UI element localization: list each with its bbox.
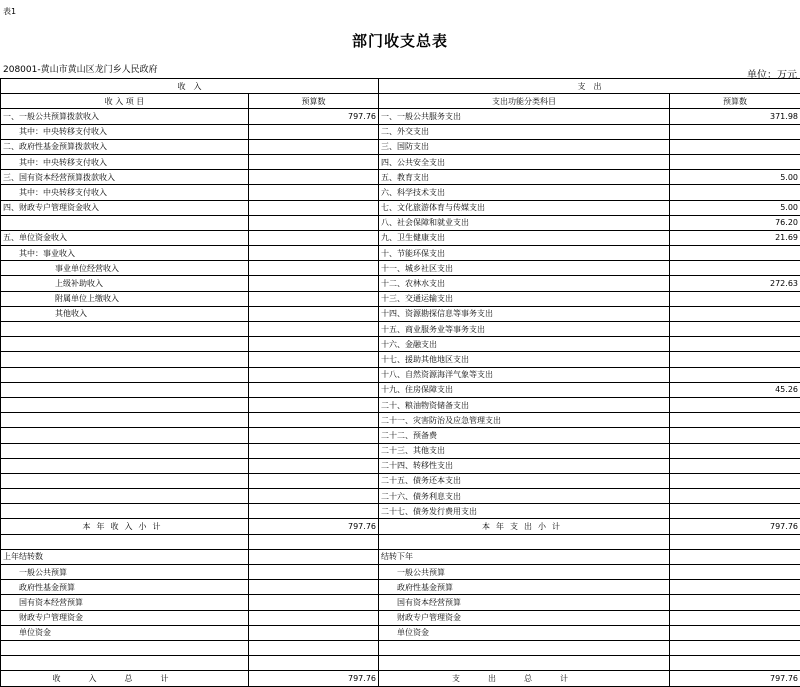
- income-item-cell: [1, 473, 249, 488]
- expense-item-cell: 二十四、转移性支出: [379, 458, 670, 473]
- table-row: [1, 382, 800, 397]
- table-row: [1, 489, 800, 504]
- income-item-cell: [1, 640, 249, 655]
- expense-item-cell: 十五、商业服务业等事务支出: [379, 322, 670, 337]
- carry-row: [1, 656, 800, 671]
- income-item-cell: 五、单位资金收入: [1, 230, 249, 245]
- income-item-cell: [1, 382, 249, 397]
- expense-value-cell: [670, 397, 800, 412]
- expense-section-header: 支 出: [379, 79, 800, 94]
- income-value-cell: [249, 565, 379, 580]
- table-row: [1, 154, 800, 169]
- expense-value-cell: [670, 428, 800, 443]
- table-row: [1, 261, 800, 276]
- income-value-cell: [249, 246, 379, 261]
- income-item-cell: [1, 397, 249, 412]
- income-value-cell: [249, 504, 379, 519]
- income-item-cell: 其中：中央转移支付收入: [1, 154, 249, 169]
- income-total-label: 收入总计: [1, 671, 249, 686]
- page-title: 部门收支总表: [0, 30, 800, 51]
- expense-value-cell: [670, 625, 800, 640]
- table-row: [1, 246, 800, 261]
- income-value-cell: [249, 458, 379, 473]
- expense-value-cell: [670, 185, 800, 200]
- table-row: [1, 291, 800, 306]
- expense-item-cell: 十三、交通运输支出: [379, 291, 670, 306]
- expense-value-cell: [670, 458, 800, 473]
- expense-total-value: 797.76: [670, 519, 800, 534]
- income-value-cell: [249, 154, 379, 169]
- carry-row: [1, 610, 800, 625]
- expense-item-cell: 十六、金融支出: [379, 337, 670, 352]
- expense-value-cell: [670, 154, 800, 169]
- expense-item-cell: 十九、住房保障支出: [379, 382, 670, 397]
- income-value-cell: [249, 413, 379, 428]
- income-total-value: 797.76: [249, 671, 379, 686]
- table-row: [1, 322, 800, 337]
- expense-value-cell: 21.69: [670, 230, 800, 245]
- expense-value-cell: [670, 595, 800, 610]
- expense-item-cell: 一般公共预算: [379, 565, 670, 580]
- income-item-cell: 上年结转数: [1, 549, 249, 564]
- income-value-cell: [249, 640, 379, 655]
- income-value-cell: [249, 215, 379, 230]
- expense-item-cell: 十一、城乡社区支出: [379, 261, 670, 276]
- expense-item-cell: 八、社会保障和就业支出: [379, 215, 670, 230]
- income-item-cell: [1, 322, 249, 337]
- expense-total-label: 支出总计: [379, 671, 670, 686]
- expense-value-cell: [670, 261, 800, 276]
- expense-item-cell: 四、公共安全支出: [379, 154, 670, 169]
- expense-item-cell: 七、文化旅游体育与传媒支出: [379, 200, 670, 215]
- income-total-label: 本年收入小计: [1, 519, 249, 534]
- table-row: [1, 367, 800, 382]
- income-item-cell: 事业单位经营收入: [1, 261, 249, 276]
- income-item-cell: [1, 458, 249, 473]
- expense-value-cell: [670, 534, 800, 549]
- income-value-cell: [249, 534, 379, 549]
- expense-item-cell: 二、外交支出: [379, 124, 670, 139]
- table-row: [1, 170, 800, 185]
- income-value-cell: [249, 124, 379, 139]
- expense-item-cell: 九、卫生健康支出: [379, 230, 670, 245]
- expense-item-header: 支出功能分类科目: [379, 94, 670, 109]
- expense-value-cell: [670, 367, 800, 382]
- table-row: [1, 139, 800, 154]
- expense-value-cell: [670, 565, 800, 580]
- table-row: [1, 504, 800, 519]
- income-value-cell: [249, 443, 379, 458]
- expense-value-cell: [670, 352, 800, 367]
- income-item-cell: 财政专户管理资金: [1, 610, 249, 625]
- expense-item-cell: 六、科学技术支出: [379, 185, 670, 200]
- income-value-cell: [249, 595, 379, 610]
- income-item-cell: 单位资金: [1, 625, 249, 640]
- expense-item-cell: 十、节能环保支出: [379, 246, 670, 261]
- table-row: [1, 124, 800, 139]
- income-item-cell: [1, 443, 249, 458]
- expense-value-cell: [670, 443, 800, 458]
- table-row: [1, 109, 800, 124]
- table-row: [1, 230, 800, 245]
- expense-item-cell: 二十七、债务发行费用支出: [379, 504, 670, 519]
- expense-value-cell: [670, 610, 800, 625]
- income-item-cell: 上级补助收入: [1, 276, 249, 291]
- income-item-cell: 政府性基金预算: [1, 580, 249, 595]
- income-item-cell: 其中：中央转移支付收入: [1, 185, 249, 200]
- expense-item-cell: 二十五、债务还本支出: [379, 473, 670, 488]
- income-value-cell: [249, 200, 379, 215]
- expense-item-cell: [379, 656, 670, 671]
- table-tag: 表1: [3, 6, 16, 17]
- carry-row: [1, 549, 800, 564]
- income-value-cell: [249, 489, 379, 504]
- expense-value-cell: [670, 291, 800, 306]
- expense-total-label: 本年支出小计: [379, 519, 670, 534]
- expense-item-cell: 十二、农林水支出: [379, 276, 670, 291]
- income-item-cell: [1, 504, 249, 519]
- carry-row: [1, 580, 800, 595]
- income-item-cell: 其中：中央转移支付收入: [1, 124, 249, 139]
- expense-value-cell: [670, 139, 800, 154]
- income-item-cell: [1, 352, 249, 367]
- income-item-cell: 其中：事业收入: [1, 246, 249, 261]
- carry-row: [1, 625, 800, 640]
- income-value-cell: [249, 625, 379, 640]
- expense-total-value: 797.76: [670, 671, 800, 686]
- income-value-cell: [249, 261, 379, 276]
- expense-value-cell: 5.00: [670, 170, 800, 185]
- organization-name: 208001-黄山市黄山区龙门乡人民政府: [3, 62, 158, 75]
- carry-row: [1, 640, 800, 655]
- section-header-row: [1, 79, 800, 94]
- table-row: [1, 337, 800, 352]
- income-value-cell: [249, 656, 379, 671]
- income-value-cell: [249, 580, 379, 595]
- expense-item-cell: 十八、自然资源海洋气象等支出: [379, 367, 670, 382]
- income-item-cell: [1, 215, 249, 230]
- expense-value-cell: [670, 549, 800, 564]
- income-value-cell: [249, 306, 379, 321]
- expense-item-cell: 二十、粮油物资储备支出: [379, 397, 670, 412]
- expense-item-cell: 二十一、灾害防治及应急管理支出: [379, 413, 670, 428]
- expense-value-cell: 272.63: [670, 276, 800, 291]
- expense-item-cell: [379, 534, 670, 549]
- expense-item-cell: 结转下年: [379, 549, 670, 564]
- income-item-cell: [1, 337, 249, 352]
- budget-summary-table: [0, 78, 800, 687]
- expense-value-cell: [670, 337, 800, 352]
- income-item-cell: 一、一般公共预算拨款收入: [1, 109, 249, 124]
- income-value-cell: [249, 170, 379, 185]
- income-item-cell: [1, 489, 249, 504]
- income-value-cell: [249, 185, 379, 200]
- expense-value-cell: 76.20: [670, 215, 800, 230]
- expense-item-cell: 一、一般公共服务支出: [379, 109, 670, 124]
- income-item-cell: 二、政府性基金预算拨款收入: [1, 139, 249, 154]
- carry-row: [1, 565, 800, 580]
- expense-value-cell: 45.26: [670, 382, 800, 397]
- grand-total-row: [1, 671, 800, 686]
- unit-label: 单位：万元: [747, 66, 797, 81]
- income-value-cell: [249, 397, 379, 412]
- table-row: [1, 276, 800, 291]
- expense-item-cell: 二十六、债务利息支出: [379, 489, 670, 504]
- carry-row: [1, 534, 800, 549]
- expense-budget-header: 预算数: [670, 94, 800, 109]
- table-row: [1, 443, 800, 458]
- income-item-cell: [1, 656, 249, 671]
- income-item-cell: [1, 534, 249, 549]
- expense-item-cell: 五、教育支出: [379, 170, 670, 185]
- income-item-cell: [1, 367, 249, 382]
- expense-value-cell: 5.00: [670, 200, 800, 215]
- income-item-cell: 附属单位上缴收入: [1, 291, 249, 306]
- expense-value-cell: [670, 124, 800, 139]
- expense-item-cell: [379, 640, 670, 655]
- income-value-cell: [249, 337, 379, 352]
- expense-item-cell: 十四、资源勘探信息等事务支出: [379, 306, 670, 321]
- expense-value-cell: [670, 656, 800, 671]
- table-row: [1, 352, 800, 367]
- income-section-header: 收 入: [1, 79, 379, 94]
- table-row: [1, 458, 800, 473]
- expense-value-cell: [670, 504, 800, 519]
- table-row: [1, 200, 800, 215]
- income-value-cell: [249, 291, 379, 306]
- income-item-cell: [1, 413, 249, 428]
- income-value-cell: [249, 139, 379, 154]
- table-row: [1, 215, 800, 230]
- income-value-cell: [249, 428, 379, 443]
- expense-value-cell: 371.98: [670, 109, 800, 124]
- expense-value-cell: [670, 640, 800, 655]
- carry-row: [1, 595, 800, 610]
- expense-item-cell: 财政专户管理资金: [379, 610, 670, 625]
- income-item-cell: 其他收入: [1, 306, 249, 321]
- expense-value-cell: [670, 413, 800, 428]
- income-item-cell: [1, 428, 249, 443]
- expense-value-cell: [670, 489, 800, 504]
- income-value-cell: 797.76: [249, 109, 379, 124]
- expense-value-cell: [670, 306, 800, 321]
- income-item-cell: 一般公共预算: [1, 565, 249, 580]
- expense-item-cell: 十七、援助其他地区支出: [379, 352, 670, 367]
- income-value-cell: [249, 367, 379, 382]
- expense-item-cell: 国有资本经营预算: [379, 595, 670, 610]
- income-value-cell: [249, 549, 379, 564]
- expense-item-cell: 政府性基金预算: [379, 580, 670, 595]
- table-row: [1, 397, 800, 412]
- income-value-cell: [249, 352, 379, 367]
- expense-item-cell: 二十三、其他支出: [379, 443, 670, 458]
- income-item-cell: 四、财政专户管理资金收入: [1, 200, 249, 215]
- expense-value-cell: [670, 246, 800, 261]
- expense-value-cell: [670, 580, 800, 595]
- expense-item-cell: 三、国防支出: [379, 139, 670, 154]
- table-row: [1, 185, 800, 200]
- subtotal-row: [1, 519, 800, 534]
- income-item-cell: 三、国有资本经营预算拨款收入: [1, 170, 249, 185]
- expense-item-cell: 单位资金: [379, 625, 670, 640]
- income-value-cell: [249, 276, 379, 291]
- table-row: [1, 306, 800, 321]
- table-row: [1, 473, 800, 488]
- income-value-cell: [249, 382, 379, 397]
- table-row: [1, 428, 800, 443]
- expense-value-cell: [670, 473, 800, 488]
- income-budget-header: 预算数: [249, 94, 379, 109]
- income-value-cell: [249, 322, 379, 337]
- income-value-cell: [249, 473, 379, 488]
- expense-value-cell: [670, 322, 800, 337]
- table-row: [1, 413, 800, 428]
- column-header-row: [1, 94, 800, 109]
- expense-item-cell: 二十二、预备费: [379, 428, 670, 443]
- income-item-cell: 国有资本经营预算: [1, 595, 249, 610]
- income-value-cell: [249, 230, 379, 245]
- income-value-cell: [249, 610, 379, 625]
- income-item-header: 收 入 项 目: [1, 94, 249, 109]
- income-total-value: 797.76: [249, 519, 379, 534]
